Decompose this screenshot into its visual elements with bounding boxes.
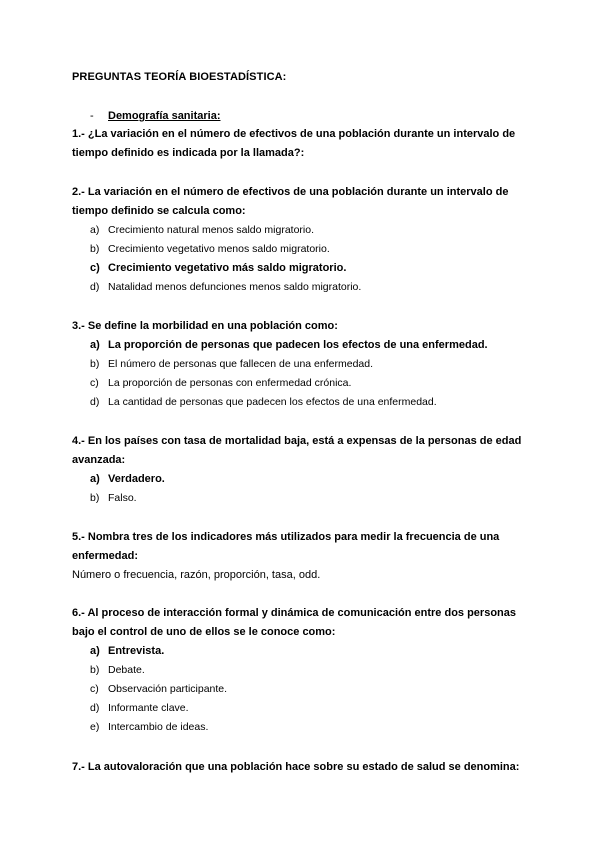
question-stem: 7.- La autovaloración que una población hace sobre su estado de salud se denomina:	[72, 761, 520, 773]
option-marker: c)	[90, 683, 99, 695]
section-heading	[72, 110, 220, 122]
question-4	[72, 432, 532, 508]
option-text: Verdadero.	[108, 473, 165, 485]
question-stem: 6.- Al proceso de interacción formal y dinámica de comunicación entre dos personas bajo el control de uno de ellos se le conoce como:	[72, 607, 516, 638]
option-text: La proporción de personas que padecen los efectos de una enfermedad.	[108, 339, 488, 351]
section-label: Demografía sanitaria:	[108, 110, 221, 122]
section-bullet: -	[90, 110, 94, 122]
question-6	[72, 604, 532, 737]
answer-text: Número o frecuencia, razón, proporción, tasa, odd.	[72, 569, 321, 581]
question-stem: 3.- Se define la morbilidad en una población como:	[72, 320, 338, 332]
option-b	[72, 240, 532, 259]
question-1	[72, 125, 532, 163]
option-e	[72, 718, 532, 737]
question-stem: 4.- En los países con tasa de mortalidad baja, está a expensas de la personas de edad avanzada:	[72, 435, 522, 466]
question-stem: 5.- Nombra tres de los indicadores más utilizados para medir la frecuencia de una enfermedad:	[72, 531, 500, 562]
option-marker: c)	[90, 262, 100, 274]
option-marker: d)	[90, 396, 100, 408]
option-b	[72, 661, 532, 680]
option-marker: b)	[90, 664, 100, 676]
question-5	[72, 528, 532, 585]
option-marker: e)	[90, 721, 100, 733]
option-text: Falso.	[108, 492, 137, 504]
option-marker: a)	[90, 339, 100, 351]
option-text: Intercambio de ideas.	[108, 721, 209, 733]
option-list	[72, 470, 532, 508]
option-text: El número de personas que fallecen de una enfermedad.	[108, 358, 374, 370]
option-text: La proporción de personas con enfermedad crónica.	[108, 377, 352, 389]
option-d	[72, 393, 532, 412]
option-a-correct	[72, 642, 532, 661]
option-marker: c)	[90, 377, 99, 389]
option-marker: d)	[90, 702, 100, 714]
option-d	[72, 278, 532, 297]
option-b	[72, 355, 532, 374]
option-c-correct	[72, 259, 532, 278]
option-text: Observación participante.	[108, 683, 228, 695]
option-d	[72, 699, 532, 718]
option-text: Crecimiento natural menos saldo migratorio.	[108, 224, 315, 236]
option-a-correct	[72, 470, 532, 489]
option-text: La cantidad de personas que padecen los efectos de una enfermedad.	[108, 396, 437, 408]
option-marker: a)	[90, 473, 100, 485]
question-stem: 1.- ¿La variación en el número de efectivos de una población durante un intervalo de tiempo definido es indicada por la llamada?:	[72, 128, 516, 159]
option-a-correct	[72, 336, 532, 355]
option-marker: b)	[90, 492, 100, 504]
option-b	[72, 489, 532, 508]
option-list	[72, 221, 532, 297]
question-7	[72, 758, 532, 777]
question-3	[72, 317, 532, 412]
option-text: Crecimiento vegetativo más saldo migratorio.	[108, 262, 347, 274]
option-a	[72, 221, 532, 240]
option-marker: b)	[90, 358, 100, 370]
option-text: Informante clave.	[108, 702, 189, 714]
option-c	[72, 374, 532, 393]
question-2	[72, 183, 532, 297]
option-c	[72, 680, 532, 699]
option-text: Entrevista.	[108, 645, 165, 657]
option-marker: b)	[90, 243, 100, 255]
option-list	[72, 336, 532, 412]
option-text: Natalidad menos defunciones menos saldo migratorio.	[108, 281, 362, 293]
option-marker: a)	[90, 645, 100, 657]
option-marker: a)	[90, 224, 100, 236]
option-marker: d)	[90, 281, 100, 293]
option-text: Debate.	[108, 664, 145, 676]
option-text: Crecimiento vegetativo menos saldo migratorio.	[108, 243, 330, 255]
question-stem: 2.- La variación en el número de efectivos de una población durante un intervalo de tiempo definido se calcula como:	[72, 186, 509, 217]
option-list	[72, 642, 532, 737]
document-title: PREGUNTAS TEORÍA BIOESTADÍSTICA:	[72, 71, 287, 83]
